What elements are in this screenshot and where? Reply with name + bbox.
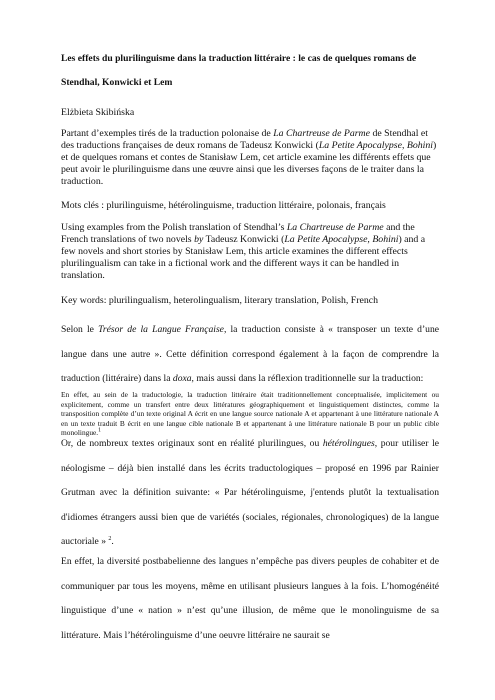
footnote-ref-2: 2 [108,536,112,543]
keywords-english: Key words: plurilingualism, heterolingualism, literary translation, Polish, French [61,295,378,306]
footnote-ref-1: 1 [98,427,102,434]
author-name: Elżbieta Skibińska [61,107,135,118]
paper-title: Les effets du plurilinguisme dans la traduction littéraire : le cas de quelques romans de Stendhal, Konwicki et Lem [61,53,417,88]
body-paragraph-1: Selon le Trésor de la Langue Française, la traduction consiste à « transposer un texte d’une langue dans une autre ». Cette définition correspond également à la façon de comprendre la traduction (littéraire) dans la doxa, mais aussi dans la réflexion traditionnelle sur la traduction: [61,324,439,385]
body-paragraph-3: En effet, la diversité postbabelienne des langues n’empêche pas divers peuples de cohabiter et de communiquer par tous les moyens, même en utilisant plusieurs langues à la fois. L’homogénéité linguistique d’une « nation » n’est qu’une illusion, de même que le monolinguisme de sa littérature. Mais l’hétérolinguisme d’une oeuvre littéraire ne saurait se [61,556,439,641]
abstract-english: Using examples from the Polish translation of Stendhal’s La Chartreuse de Parme and the French translations of two novels by Tadeusz Konwicki (La Petite Apocalypse, Bohini) and a few novels and short stories by Stanisław Lem, this article examines the different effects plurilingualism can take in a fictional work and the different ways it can be handled in translation. [61,222,426,281]
abstract-french: Partant d’exemples tirés de la traduction polonaise de La Chartreuse de Parme de Stendhal et des traductions françaises de deux romans de Tadeusz Konwicki (La Petite Apocalypse, Bohini) et de quelques romans et contes de Stanisław Lem, cet article examine les différents effets que peut avoir le plurilinguisme dans une œuvre ainsi que les diverses façons de le traiter dans la traduction. [61,128,437,187]
block-quote: En effet, au sein de la traductologie, la traduction littéraire était traditionnellement conceptualisée, implicitement ou explicitement, comme un transfert entre deux littératures géographiquement et linguistiquement distinctes, comme la transposition complète d’un texte original A écrit en une langue source nationale A et appartenant à une littérature nationale A en un texte traduit B écrit en une langue cible nationale B et appartenant à une littérature nationale B pour un public cible monolingue.$^1$ [61,390,439,438]
body-paragraph-2: Or, de nombreux textes originaux sont en réalité plurilingues, ou hétérolingues, pour utiliser le néologisme – déjà bien installé dans les écrits traductologiques – proposé en 1996 par Rainier Grutman avec la définition suivante: « Par hétérolinguisme, j'entends plutôt la textualisation d'idiomes étrangers aussi bien que de variétés (sociales, régionales, chronologiques) de la langue auctoriale » $^2$. [61,438,440,548]
keywords-french: Mots clés : plurilinguisme, hétérolinguisme, traduction littéraire, polonais, français [61,200,386,211]
